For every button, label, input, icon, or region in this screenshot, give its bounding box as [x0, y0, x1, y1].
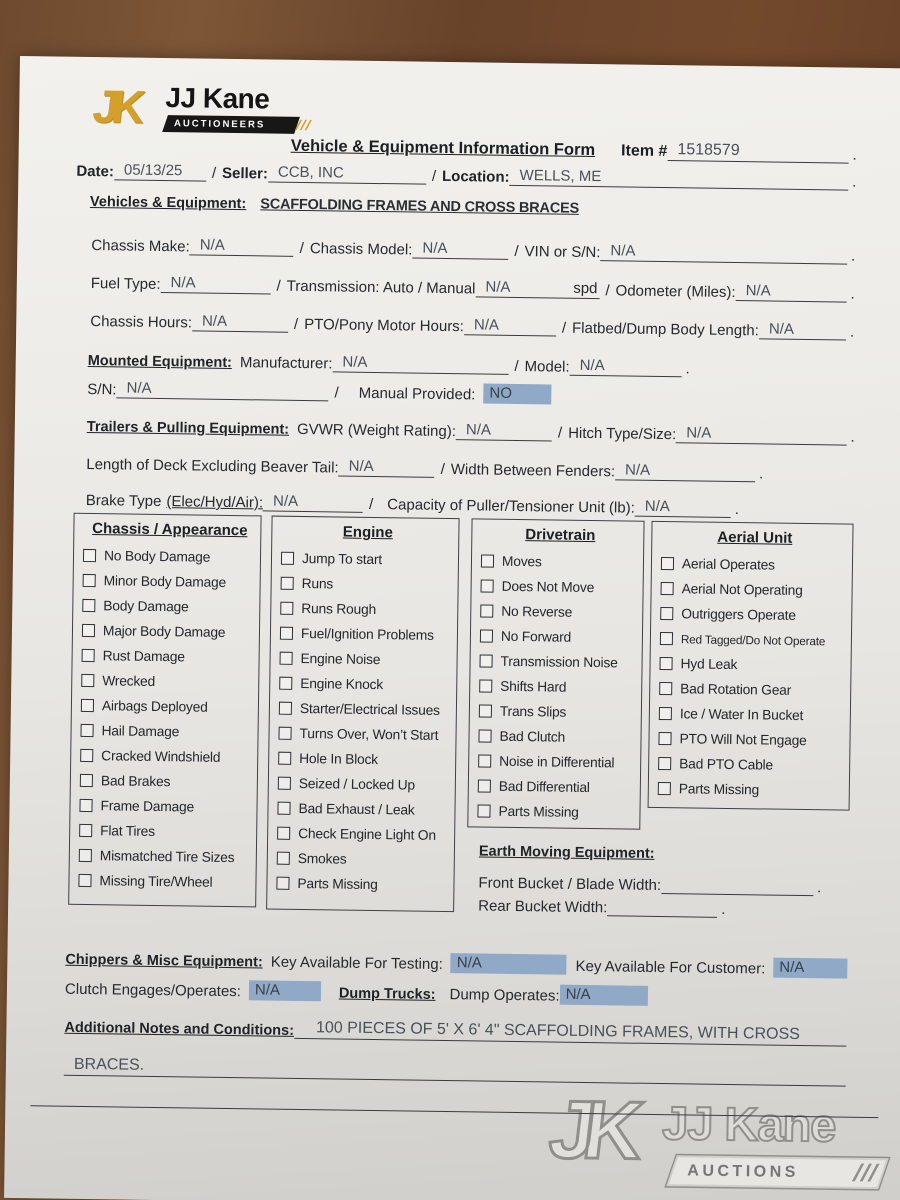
dump-trucks-heading: Dump Trucks:	[338, 985, 436, 1003]
chassis-make-value: N/A	[190, 236, 294, 256]
checkbox	[478, 779, 491, 792]
checkbox-item	[478, 748, 636, 775]
manufacturer-value: N/A	[332, 353, 508, 374]
checkbox	[82, 624, 95, 637]
checkbox	[481, 579, 494, 592]
checkbox-label: Shifts Hard	[500, 678, 567, 695]
checkbox-label: Jump To start	[301, 550, 383, 568]
checkbox	[83, 549, 96, 562]
sn-row	[87, 378, 551, 404]
checkbox-item	[276, 871, 449, 898]
checkbox-item	[82, 593, 255, 620]
checkbox-label: Minor Body Damage	[103, 573, 227, 590]
notes-row-2	[64, 1056, 846, 1087]
checkbox	[276, 877, 289, 890]
checkbox-label: Does Not Move	[501, 578, 595, 596]
checkbox-item	[280, 621, 453, 648]
transmission-label: Transmission: Auto / Manual	[286, 277, 476, 298]
checkbox-item	[281, 546, 454, 573]
checkbox-item	[83, 568, 256, 595]
checkbox-label: No Forward	[500, 628, 572, 645]
checkbox-item	[79, 818, 252, 845]
checkbox	[658, 757, 671, 770]
checkbox-label: Parts Missing	[498, 803, 579, 820]
item-number-label: Item #	[620, 142, 668, 161]
checkbox-label: Wrecked	[102, 673, 156, 689]
checkbox	[79, 824, 92, 837]
brake-type-label2: (Elec/Hyd/Air):	[166, 493, 264, 512]
checkbox-item	[278, 771, 451, 798]
fuel-type-value: N/A	[160, 274, 270, 295]
checkbox-item	[660, 626, 847, 654]
separator: /	[293, 315, 299, 333]
checkbox-label: Cracked Windshield	[101, 748, 221, 765]
checkbox-label: Missing Tire/Wheel	[99, 873, 213, 890]
pto-hours-label: PTO/Pony Motor Hours:	[304, 315, 465, 336]
item-number-value: 1518579	[667, 141, 848, 164]
checkbox	[281, 552, 294, 565]
manual-provided-label: Manual Provided:	[358, 384, 476, 404]
checkbox-item	[480, 573, 638, 600]
gvwr-label: GVWR (Weight Rating):	[296, 420, 457, 441]
checkbox	[661, 582, 674, 595]
checkbox-label: Outriggers Operate	[681, 606, 796, 623]
checkbox-item	[83, 543, 256, 570]
chassis-hours-label: Chassis Hours:	[90, 313, 193, 332]
chassis-appearance-box	[68, 513, 261, 908]
separator: /	[557, 424, 563, 442]
checkbox-label: Trans Slips	[499, 703, 567, 720]
period: .	[850, 247, 856, 265]
engine-list	[276, 546, 454, 898]
vehicles-equipment-label: Vehicles & Equipment:	[89, 193, 247, 213]
jjkane-logo-tagline: AUCTIONEERS	[173, 118, 266, 131]
fuel-row	[91, 273, 855, 303]
sn-value: N/A	[116, 379, 328, 401]
checkbox-item	[480, 598, 638, 625]
separator: /	[431, 167, 437, 185]
checkbox-label: Runs Rough	[301, 600, 377, 618]
chippers-row	[65, 948, 847, 979]
fenders-label: Width Between Fenders:	[450, 461, 616, 481]
key-customer-value: N/A	[773, 958, 847, 979]
checkbox	[477, 804, 490, 817]
clutch-value: N/A	[249, 980, 321, 1001]
fenders-value: N/A	[615, 461, 755, 482]
checkbox	[279, 677, 292, 690]
checkbox-item	[278, 721, 451, 748]
checkbox-label: Bad Rotation Gear	[680, 681, 792, 698]
deck-row	[86, 454, 763, 482]
seller-label: Seller:	[221, 164, 269, 183]
vehicles-equipment-value: SCAFFOLDING FRAMES AND CROSS BRACES	[260, 196, 580, 217]
key-customer-label: Key Available For Customer:	[575, 957, 766, 978]
aerial-unit-box	[648, 521, 854, 811]
rear-bucket-label: Rear Bucket Width:	[478, 897, 608, 917]
checkbox-item	[659, 676, 846, 704]
period: .	[685, 360, 690, 378]
checkbox-item	[480, 623, 638, 650]
period: .	[850, 428, 855, 446]
jjkane-logo	[165, 82, 314, 134]
checkbox	[78, 874, 91, 887]
brake-type-label: Brake Type	[85, 491, 162, 511]
checkbox-item	[81, 643, 254, 670]
flatbed-length-label: Flatbed/Dump Body Length:	[571, 319, 759, 340]
pto-hours-value: N/A	[464, 316, 556, 336]
checkbox-item	[659, 701, 846, 729]
engine-title: Engine	[342, 523, 393, 542]
checkbox	[277, 802, 290, 815]
checkbox-label: Engine Knock	[300, 675, 384, 693]
checkbox-label: Major Body Damage	[102, 623, 226, 640]
checkbox	[278, 727, 291, 740]
puller-capacity-label: Capacity of Puller/Tensioner Unit (lb):	[387, 496, 635, 517]
vehicles-equipment-row	[90, 194, 579, 217]
clutch-label: Clutch Engages/Operates:	[64, 980, 242, 1001]
footer-logo-slashes-icon: ///	[850, 1159, 883, 1187]
checkbox-item	[479, 698, 637, 725]
checkbox	[278, 752, 291, 765]
checkbox-item	[81, 668, 254, 695]
separator: /	[605, 282, 610, 300]
trailers-heading: Trailers & Pulling Equipment:	[86, 418, 290, 438]
checkbox-label: Parts Missing	[678, 781, 760, 798]
rear-bucket-value	[607, 914, 717, 918]
checkbox	[479, 704, 492, 717]
earth-moving-heading: Earth Moving Equipment:	[478, 843, 655, 862]
vin-label: VIN or S/N:	[524, 243, 601, 262]
checkbox-item	[477, 798, 635, 825]
checkbox	[478, 729, 491, 742]
checkbox-item	[479, 648, 637, 675]
speed-suffix: spd	[573, 279, 598, 298]
deck-length-label: Length of Deck Excluding Beaver Tail:	[86, 455, 339, 477]
checkbox-item	[659, 651, 846, 679]
checkbox	[660, 632, 673, 645]
puller-capacity-value: N/A	[635, 498, 731, 518]
model-value: N/A	[570, 357, 682, 378]
date-seller-location-row	[76, 161, 856, 191]
checkbox	[661, 557, 674, 570]
aerial-unit-list	[658, 551, 848, 804]
checkbox-label: Hyd Leak	[680, 656, 738, 673]
deck-length-value: N/A	[339, 457, 435, 477]
checkbox	[277, 852, 290, 865]
checkbox-label: Starter/Electrical Issues	[299, 700, 440, 718]
checkbox-item	[277, 821, 450, 848]
checkbox	[83, 574, 96, 587]
checkbox-item	[661, 551, 848, 579]
checkbox	[480, 629, 493, 642]
checkbox-item	[479, 673, 637, 700]
checkbox	[80, 774, 93, 787]
aerial-unit-title: Aerial Unit	[717, 528, 793, 547]
checkbox	[82, 649, 95, 662]
checkbox	[480, 604, 493, 617]
checkbox	[478, 754, 491, 767]
key-testing-value: N/A	[451, 953, 567, 975]
period: .	[850, 285, 855, 303]
checkbox-item	[478, 723, 636, 750]
checkbox	[280, 652, 293, 665]
jjkane-logo-banner	[162, 115, 314, 134]
checkbox-label: Smokes	[297, 850, 347, 867]
date-label: Date:	[76, 162, 115, 181]
chippers-heading: Chippers & Misc Equipment:	[65, 951, 263, 971]
checkbox	[80, 749, 93, 762]
odometer-value: N/A	[735, 282, 846, 303]
checkbox-item	[660, 601, 847, 629]
chassis-appearance-title: Chassis / Appearance	[92, 520, 248, 540]
fuel-type-label: Fuel Type:	[90, 275, 161, 293]
period: .	[758, 465, 764, 483]
condition-checkbox-grid	[68, 513, 855, 920]
date-value: 05/13/25	[114, 161, 206, 181]
checkbox-label: Engine Noise	[300, 650, 381, 668]
separator: /	[440, 460, 445, 478]
key-testing-label: Key Available For Testing:	[270, 953, 443, 973]
checkbox-label: Hail Damage	[101, 723, 180, 740]
checkbox-label: Bad Exhaust / Leak	[298, 800, 415, 818]
checkbox-item	[658, 726, 845, 754]
checkbox-label: Airbags Deployed	[101, 698, 208, 715]
earth-moving-section	[478, 843, 851, 919]
form-title-row	[291, 136, 857, 164]
checkbox	[659, 657, 672, 670]
manual-provided-value: NO	[483, 384, 551, 405]
trailers-row	[87, 416, 855, 446]
checkbox	[659, 682, 672, 695]
checkbox-item	[279, 646, 452, 673]
transmission-value-field	[475, 278, 599, 299]
checkbox-item	[78, 868, 251, 895]
flatbed-length-value: N/A	[759, 320, 846, 340]
scanned-form-page	[4, 56, 900, 1200]
gvwr-value: N/A	[456, 421, 552, 441]
checkbox-item	[280, 596, 453, 623]
notes-row	[64, 1016, 846, 1047]
checkbox-label: Frame Damage	[100, 798, 195, 815]
checkbox	[279, 702, 292, 715]
checkbox-label: Hole In Block	[299, 750, 379, 768]
checkbox	[277, 827, 290, 840]
period: .	[734, 501, 740, 519]
checkbox-item	[279, 671, 452, 698]
checkbox	[280, 627, 293, 640]
clutch-dump-row	[65, 978, 648, 1006]
checkbox-label: Mismatched Tire Sizes	[99, 848, 235, 866]
mounted-equipment-row	[88, 350, 788, 379]
checkbox-label: Bad Clutch	[499, 728, 566, 745]
checkbox-label: Aerial Not Operating	[681, 581, 803, 598]
jjkane-footer-mark-icon: JK	[544, 1084, 637, 1177]
checkbox	[660, 607, 673, 620]
checkbox-label: Aerial Operates	[681, 556, 775, 573]
checkbox-label: Red Tagged/Do Not Operate	[680, 631, 826, 648]
checkbox	[479, 679, 492, 692]
chassis-make-row	[91, 235, 855, 265]
checkbox-label: Check Engine Light On	[298, 825, 436, 843]
seller-value: CCB, INC	[268, 163, 426, 184]
checkbox	[80, 724, 93, 737]
jjkane-footer-name: JJ Kane	[661, 1096, 836, 1152]
form-title: Vehicle & Equipment Information Form	[290, 136, 596, 160]
separator: /	[334, 384, 339, 402]
notes-heading: Additional Notes and Conditions:	[64, 1019, 295, 1039]
engine-box	[266, 516, 459, 913]
manufacturer-label: Manufacturer:	[239, 354, 333, 373]
drivetrain-list	[477, 548, 639, 825]
checkbox	[278, 777, 291, 790]
separator: /	[561, 319, 567, 337]
sn-label: S/N:	[87, 380, 117, 399]
checkbox-item	[478, 773, 636, 800]
checkbox-label: Fuel/Ignition Problems	[300, 625, 434, 643]
notes-line2: BRACES.	[64, 1056, 846, 1087]
drivetrain-box	[467, 518, 644, 829]
checkbox-label: PTO Will Not Engage	[679, 731, 807, 749]
checkbox-item	[658, 776, 845, 804]
checkbox	[81, 699, 94, 712]
checkbox	[281, 577, 294, 590]
checkbox	[280, 602, 293, 615]
checkbox-label: Seized / Locked Up	[298, 775, 416, 793]
separator: /	[514, 357, 519, 375]
checkbox-label: Runs	[301, 575, 334, 592]
checkbox-label: Parts Missing	[297, 875, 378, 893]
period: .	[816, 879, 822, 897]
dump-operates-value: N/A	[559, 985, 647, 1006]
location-value: WELLS, ME	[509, 167, 848, 191]
checkbox-item	[481, 548, 639, 575]
brake-type-value: N/A	[263, 492, 363, 512]
front-bucket-label: Front Bucket / Blade Width:	[478, 874, 662, 895]
location-label: Location:	[441, 167, 510, 186]
checkbox-label: Bad Brakes	[100, 773, 171, 790]
chassis-make-label: Chassis Make:	[91, 237, 190, 256]
jjkane-footer-tagline: AUCTIONS	[687, 1161, 800, 1181]
transmission-value: N/A	[485, 278, 511, 296]
logo-slashes-icon: ///	[293, 116, 314, 134]
jjkane-footer-banner	[666, 1155, 888, 1189]
checkbox	[79, 799, 92, 812]
separator: /	[368, 495, 374, 513]
checkbox-item	[278, 746, 451, 773]
period: .	[849, 323, 855, 341]
checkbox-item	[79, 843, 252, 870]
checkbox-item	[280, 571, 453, 598]
checkbox	[82, 599, 95, 612]
checkbox	[658, 782, 671, 795]
checkbox	[480, 654, 493, 667]
checkbox	[79, 849, 92, 862]
checkbox-item	[277, 796, 450, 823]
checkbox-label: No Body Damage	[103, 548, 211, 565]
hours-row	[90, 311, 854, 341]
checkbox-item	[279, 696, 452, 723]
mounted-equipment-heading: Mounted Equipment:	[87, 352, 233, 371]
checkbox-label: Rust Damage	[102, 648, 185, 665]
checkbox-item	[79, 793, 252, 820]
odometer-label: Odometer (Miles):	[615, 282, 736, 302]
hitch-value: N/A	[676, 424, 847, 445]
jjkane-footer-logo	[544, 1084, 900, 1200]
period: .	[721, 900, 726, 918]
chassis-model-label: Chassis Model:	[309, 240, 413, 259]
checkbox-label: Transmission Noise	[500, 653, 618, 671]
checkbox-label: Bad PTO Cable	[679, 756, 774, 773]
hitch-label: Hitch Type/Size:	[568, 424, 677, 444]
drivetrain-title: Drivetrain	[525, 526, 596, 545]
jjkane-logo-mark-icon: JK	[90, 80, 142, 133]
separator: /	[276, 277, 281, 295]
checkbox-label: Flat Tires	[100, 823, 156, 839]
notes-line1: 100 PIECES OF 5' X 6' 4" SCAFFOLDING FRAMES, WITH CROSS	[294, 1019, 847, 1047]
checkbox	[481, 554, 494, 567]
checkbox-label: No Reverse	[501, 603, 573, 620]
model-label: Model:	[524, 358, 570, 376]
checkbox-item	[80, 718, 253, 745]
chassis-hours-value: N/A	[192, 312, 288, 332]
dump-operates-label: Dump Operates:	[449, 986, 560, 1005]
checkbox	[658, 732, 671, 745]
separator: /	[299, 239, 305, 257]
checkbox-label: Ice / Water In Bucket	[679, 706, 804, 723]
checkbox-label: Bad Differential	[498, 778, 590, 796]
chassis-model-value: N/A	[412, 239, 508, 259]
period: .	[852, 173, 857, 191]
checkbox-label: Body Damage	[103, 598, 189, 615]
checkbox-label: Moves	[501, 553, 542, 570]
checkbox-label: Noise in Differential	[499, 753, 615, 771]
checkbox-item	[658, 751, 845, 779]
checkbox-item	[277, 846, 450, 873]
checkbox	[81, 674, 94, 687]
checkbox	[659, 707, 672, 720]
checkbox-item	[82, 618, 255, 645]
separator: /	[211, 164, 217, 182]
checkbox-item	[80, 768, 253, 795]
vin-value: N/A	[600, 242, 847, 264]
checkbox-item	[660, 576, 847, 604]
checkbox-label: Turns Over, Won’t Start	[299, 725, 439, 743]
checkbox-item	[81, 693, 254, 720]
period: .	[852, 146, 857, 164]
jjkane-logo-name: JJ Kane	[165, 82, 270, 115]
separator: /	[514, 242, 519, 260]
chassis-appearance-list	[78, 543, 256, 895]
checkbox-item	[80, 743, 253, 770]
